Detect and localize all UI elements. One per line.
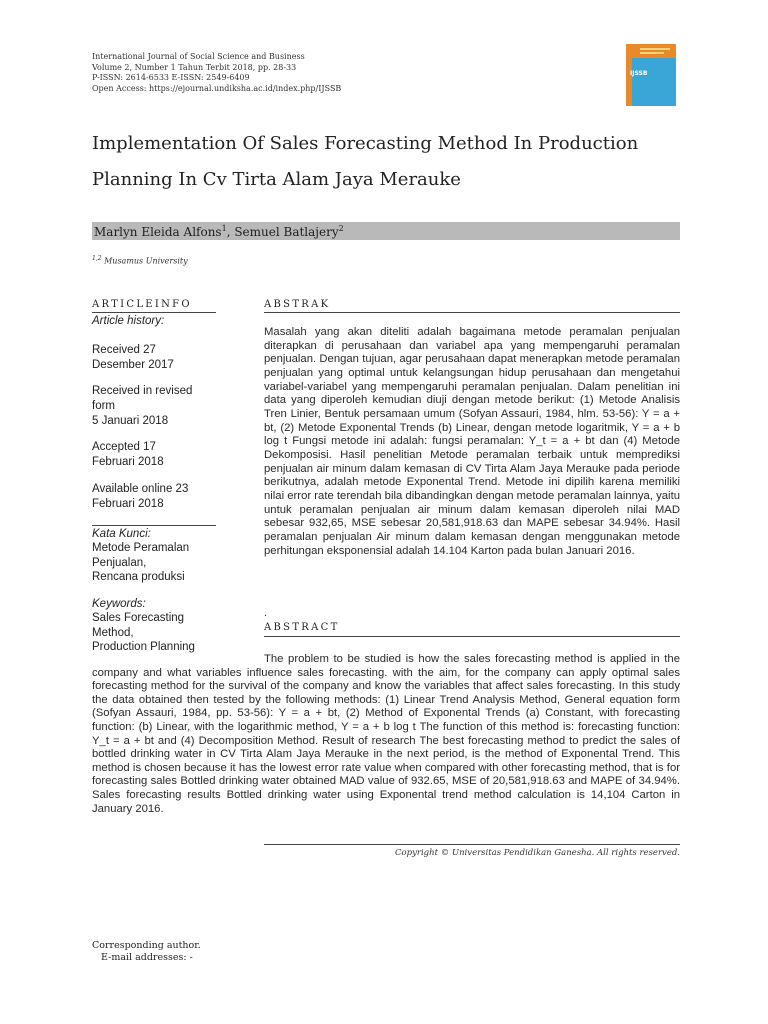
title-line-1: Implementation Of Sales Forecasting Method In Production bbox=[92, 133, 639, 154]
keyword-item: Sales Forecasting bbox=[92, 612, 185, 624]
affiliation-name: Musamus University bbox=[104, 256, 188, 266]
journal-cover-image bbox=[626, 44, 676, 106]
journal-issn: P-ISSN: 2614-6533 E-ISSN: 2549-6409 bbox=[92, 73, 250, 82]
kata-kunci-item: Penjualan, bbox=[92, 556, 147, 569]
abstrak-heading: ABSTRAK bbox=[264, 299, 331, 310]
received-line-1: Received 27 bbox=[92, 344, 156, 356]
keyword-item: Production Planning bbox=[92, 641, 195, 653]
paper-title bbox=[92, 126, 692, 198]
kata-kunci-item: Rencana produksi bbox=[92, 571, 185, 583]
revised-line-2: form bbox=[92, 400, 115, 412]
journal-access: Open Access: https://ejournal.undiksha.ac.id/index.php/IJSSB bbox=[92, 83, 342, 93]
revised-date bbox=[92, 384, 192, 429]
affiliation-marker: 1,2 bbox=[92, 255, 102, 262]
author-2-marker: 2 bbox=[338, 224, 344, 233]
accepted-line-2: Februari 2018 bbox=[92, 456, 164, 468]
online-line-1: Available online 23 bbox=[92, 483, 189, 495]
revised-line-3: 5 Januari 2018 bbox=[92, 415, 169, 427]
authors bbox=[94, 224, 344, 239]
online-date bbox=[92, 482, 188, 512]
accepted-date bbox=[92, 440, 164, 470]
abstract-body: The problem to be studied is how the sales forecasting method is applied in the company and what variables influence sales forecasting. with the aim, for the company can apply optimal sales forecasting method for the survival of the company and know the variables that affect sales forecasting. In this study the data obtained then tested by the following methods: (1) Linear Trend Analysis Method, General equation form (Sofyan Assauri, 1984, pp. 53-56): Y = a + bt, (2) Method of Exponental Trends (a) Constant, with forecasting function: (b) Linear, with the logarithmic method, Y = a + b log t The function of this method is: forecasting function: Y_t = a + bt and (4) Decomposition Method. Result of research The best forecasting method to predict the sales of bottled drinking water in CV Tirta Alam Jaya Merauke in the next period, is the method of Exponental Trend. This method is chosen because it has the lowest error rate value when compared with other forecasting method, that is for forecasting sales Bottled drinking water obtained MAD value of 932.65, MSE of 20,581,918.63 and MAPE of 34.94%. Sales forecasting results Bottled drinking water using Exponental trend method calculation is 14,104 Carton in January 2016. bbox=[92, 653, 680, 815]
title-line-2: Planning In Cv Tirta Alam Jaya Merauke bbox=[92, 169, 461, 190]
keyword-item: Method, bbox=[92, 626, 134, 639]
divider bbox=[92, 312, 216, 313]
kata-kunci-list bbox=[92, 541, 189, 585]
article-history-label: Article history: bbox=[92, 315, 165, 327]
author-2: Semuel Batlajery bbox=[234, 225, 339, 239]
copyright-notice: Copyright © Universitas Pendidikan Ganesha. All rights reserved. bbox=[395, 848, 680, 858]
journal-volume: Volume 2, Number 1 Tahun Terbit 2018, pp. 28-33 bbox=[92, 62, 297, 72]
revised-line-1: Received in revised bbox=[92, 385, 193, 397]
kata-kunci-item: Metode Peramalan bbox=[92, 542, 190, 554]
stray-dot: . bbox=[264, 607, 268, 619]
author-1-marker: 1 bbox=[221, 224, 227, 233]
divider bbox=[264, 312, 680, 313]
keywords-label: Keywords: bbox=[92, 598, 146, 610]
keywords-list bbox=[92, 611, 195, 655]
affiliation bbox=[92, 255, 188, 266]
journal-header bbox=[92, 52, 512, 94]
author-bar bbox=[92, 222, 680, 240]
divider bbox=[264, 844, 680, 845]
email-addresses: E-mail addresses: - bbox=[101, 952, 193, 963]
received-line-2: Desember 2017 bbox=[92, 359, 174, 371]
article-info-heading: ARTICLEINFO bbox=[92, 299, 192, 310]
received-date bbox=[92, 343, 174, 373]
divider bbox=[264, 636, 680, 637]
abstrak-body: Masalah yang akan diteliti adalah bagaimana metode peramalan penjualan diterapkan di perusahaan dan variabel apa yang mempengaruhi peramalan penjualan. Dengan tujuan, agar perusahaan dapat menerapkan metode peramalan penjualan yang optimal untuk kelangsungan hidup perusahaan dan mengetahui variabel-variabel yang mempengaruhi peramalan penjualan. Dalam penelitian ini data yang diperoleh kemudian diuji dengan metode berikut: (1) Metode Analisis Tren Linier, Bentuk persamaan umum (Sofyan Assauri, 1984, hlm. 53-56): Y = a + bt, (2) Metode Exponental Trends (b) Linear, dengan metode logaritmik, Y = a + b log t Fungsi metode ini adalah: fungsi peramalan: Y_t = a + bt dan (4) Metode Dekomposisi. Hasil penelitian Metode peramalan terbaik untuk memprediksi penjualan air minum dalam kemasan di CV Tirta Alam Jaya Merauke pada periode berikutnya, adalah metode Exponental Trend. Metode ini dipilih karena memiliki nilai error rate terendah bila dibandingkan dengan metode peramalan lainnya, yaitu untuk peramalan penjualan air minum dalam kemasan diperoleh nilai MAD sebesar 932,65, MSE sebesar 20,581,918.63 dan MAPE sebesar 34.94%. Hasil peramalan penjualan Air minum dalam kemasan dengan menggunakan metode perhitungan eksponensial adalah 14.104 Karton pada bulan Januari 2016. bbox=[264, 326, 680, 557]
author-1: Marlyn Eleida Alfons bbox=[94, 225, 222, 239]
author-separator: , bbox=[226, 225, 235, 239]
online-line-2: Februari 2018 bbox=[92, 498, 164, 510]
corresponding-author bbox=[92, 940, 201, 964]
journal-name: International Journal of Social Science and Business bbox=[92, 52, 305, 61]
cover-label: IJSSB bbox=[630, 70, 648, 77]
divider bbox=[92, 525, 216, 526]
accepted-line-1: Accepted 17 bbox=[92, 441, 156, 453]
abstract-heading: ABSTRACT bbox=[264, 622, 340, 633]
corresponding-label: Corresponding author. bbox=[92, 940, 201, 951]
kata-kunci-label: Kata Kunci: bbox=[92, 528, 151, 540]
